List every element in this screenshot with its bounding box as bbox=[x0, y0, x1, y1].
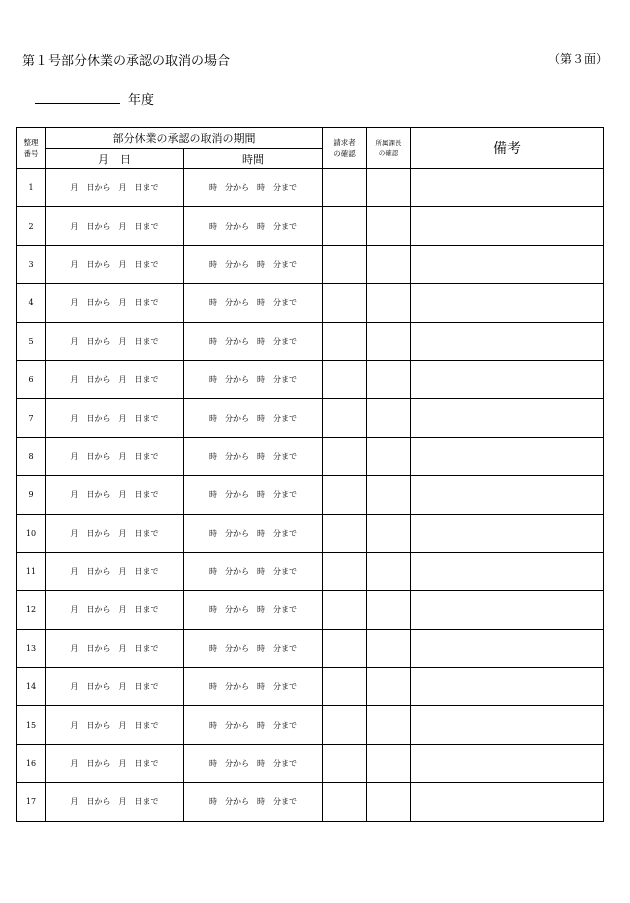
row-number: 4 bbox=[17, 284, 46, 322]
row-time-range: 時 分から 時 分まで bbox=[184, 783, 323, 821]
year-label: 年度 bbox=[128, 93, 155, 108]
row-date-range: 月 日から 月 日まで bbox=[46, 744, 184, 782]
row-remarks bbox=[411, 399, 604, 437]
row-time-range: 時 分から 時 分まで bbox=[184, 629, 323, 667]
row-manager-check bbox=[367, 668, 411, 706]
row-time-range: 時 分から 時 分まで bbox=[184, 322, 323, 360]
col-header-requester bbox=[323, 128, 367, 169]
row-number: 2 bbox=[17, 207, 46, 245]
row-number: 13 bbox=[17, 629, 46, 667]
row-remarks bbox=[411, 514, 604, 552]
row-remarks bbox=[411, 322, 604, 360]
row-time-range: 時 分から 時 分まで bbox=[184, 399, 323, 437]
table-row bbox=[17, 437, 604, 475]
row-number: 11 bbox=[17, 552, 46, 590]
row-number: 17 bbox=[17, 783, 46, 821]
row-manager-check bbox=[367, 284, 411, 322]
row-remarks bbox=[411, 284, 604, 322]
row-number: 16 bbox=[17, 744, 46, 782]
col-header-time: 時間 bbox=[184, 149, 323, 169]
table-row bbox=[17, 245, 604, 283]
row-date-range: 月 日から 月 日まで bbox=[46, 668, 184, 706]
row-remarks bbox=[411, 783, 604, 821]
table-row bbox=[17, 552, 604, 590]
table-row bbox=[17, 668, 604, 706]
row-remarks bbox=[411, 706, 604, 744]
row-requester-check bbox=[323, 783, 367, 821]
row-date-range: 月 日から 月 日まで bbox=[46, 591, 184, 629]
row-requester-check bbox=[323, 245, 367, 283]
col-header-period: 部分休業の承認の取消の期間 bbox=[46, 128, 323, 149]
row-date-range: 月 日から 月 日まで bbox=[46, 284, 184, 322]
row-requester-check bbox=[323, 706, 367, 744]
row-requester-check bbox=[323, 284, 367, 322]
row-number: 8 bbox=[17, 437, 46, 475]
row-requester-check bbox=[323, 668, 367, 706]
row-remarks bbox=[411, 437, 604, 475]
table-row bbox=[17, 360, 604, 398]
row-requester-check bbox=[323, 744, 367, 782]
row-remarks bbox=[411, 744, 604, 782]
col-header-remarks: 備考 bbox=[411, 128, 604, 169]
row-manager-check bbox=[367, 783, 411, 821]
year-underline bbox=[35, 103, 120, 104]
row-requester-check bbox=[323, 629, 367, 667]
row-manager-check bbox=[367, 552, 411, 590]
row-manager-check bbox=[367, 169, 411, 207]
row-time-range: 時 分から 時 分まで bbox=[184, 514, 323, 552]
row-remarks bbox=[411, 476, 604, 514]
row-date-range: 月 日から 月 日まで bbox=[46, 514, 184, 552]
table-row bbox=[17, 284, 604, 322]
row-remarks bbox=[411, 552, 604, 590]
row-requester-check bbox=[323, 169, 367, 207]
row-time-range: 時 分から 時 分まで bbox=[184, 706, 323, 744]
row-remarks bbox=[411, 629, 604, 667]
row-requester-check bbox=[323, 322, 367, 360]
row-manager-check bbox=[367, 706, 411, 744]
row-time-range: 時 分から 時 分まで bbox=[184, 284, 323, 322]
row-date-range: 月 日から 月 日まで bbox=[46, 207, 184, 245]
col-header-number-text: 整理 番号 bbox=[23, 138, 39, 158]
row-number: 15 bbox=[17, 706, 46, 744]
row-manager-check bbox=[367, 629, 411, 667]
row-remarks bbox=[411, 245, 604, 283]
row-date-range: 月 日から 月 日まで bbox=[46, 706, 184, 744]
row-remarks bbox=[411, 169, 604, 207]
page-label: （第３面） bbox=[547, 52, 608, 66]
table-row bbox=[17, 629, 604, 667]
row-time-range: 時 分から 時 分まで bbox=[184, 360, 323, 398]
row-manager-check bbox=[367, 437, 411, 475]
row-requester-check bbox=[323, 207, 367, 245]
row-time-range: 時 分から 時 分まで bbox=[184, 552, 323, 590]
row-requester-check bbox=[323, 360, 367, 398]
table-row bbox=[17, 591, 604, 629]
row-remarks bbox=[411, 207, 604, 245]
row-number: 6 bbox=[17, 360, 46, 398]
row-requester-check bbox=[323, 591, 367, 629]
row-remarks bbox=[411, 591, 604, 629]
row-manager-check bbox=[367, 207, 411, 245]
row-time-range: 時 分から 時 分まで bbox=[184, 668, 323, 706]
row-manager-check bbox=[367, 360, 411, 398]
row-requester-check bbox=[323, 514, 367, 552]
row-date-range: 月 日から 月 日まで bbox=[46, 169, 184, 207]
col-header-number bbox=[17, 128, 46, 169]
row-date-range: 月 日から 月 日まで bbox=[46, 399, 184, 437]
row-number: 5 bbox=[17, 322, 46, 360]
row-time-range: 時 分から 時 分まで bbox=[184, 245, 323, 283]
table-row bbox=[17, 476, 604, 514]
row-manager-check bbox=[367, 514, 411, 552]
row-date-range: 月 日から 月 日まで bbox=[46, 360, 184, 398]
row-time-range: 時 分から 時 分まで bbox=[184, 437, 323, 475]
row-number: 10 bbox=[17, 514, 46, 552]
row-remarks bbox=[411, 360, 604, 398]
table-row bbox=[17, 207, 604, 245]
table-row bbox=[17, 706, 604, 744]
table-row bbox=[17, 399, 604, 437]
row-number: 1 bbox=[17, 169, 46, 207]
row-requester-check bbox=[323, 399, 367, 437]
table-row bbox=[17, 783, 604, 821]
row-date-range: 月 日から 月 日まで bbox=[46, 552, 184, 590]
row-date-range: 月 日から 月 日まで bbox=[46, 245, 184, 283]
row-time-range: 時 分から 時 分まで bbox=[184, 591, 323, 629]
row-remarks bbox=[411, 668, 604, 706]
row-number: 14 bbox=[17, 668, 46, 706]
row-time-range: 時 分から 時 分まで bbox=[184, 476, 323, 514]
row-time-range: 時 分から 時 分まで bbox=[184, 169, 323, 207]
row-date-range: 月 日から 月 日まで bbox=[46, 476, 184, 514]
row-number: 7 bbox=[17, 399, 46, 437]
row-date-range: 月 日から 月 日まで bbox=[46, 629, 184, 667]
col-header-date: 月 日 bbox=[46, 149, 184, 169]
row-date-range: 月 日から 月 日まで bbox=[46, 437, 184, 475]
row-date-range: 月 日から 月 日まで bbox=[46, 322, 184, 360]
table-row bbox=[17, 169, 604, 207]
row-manager-check bbox=[367, 744, 411, 782]
row-requester-check bbox=[323, 437, 367, 475]
cancellation-table bbox=[16, 127, 604, 822]
table-row bbox=[17, 514, 604, 552]
row-number: 12 bbox=[17, 591, 46, 629]
col-header-manager-text: 所属課長 の確認 bbox=[375, 139, 402, 157]
row-manager-check bbox=[367, 399, 411, 437]
row-date-range: 月 日から 月 日まで bbox=[46, 783, 184, 821]
row-manager-check bbox=[367, 591, 411, 629]
col-header-manager bbox=[367, 128, 411, 169]
form-title: 第１号部分休業の承認の取消の場合 bbox=[22, 54, 231, 69]
col-header-requester-text: 請求者 の確認 bbox=[333, 138, 356, 158]
row-requester-check bbox=[323, 476, 367, 514]
row-time-range: 時 分から 時 分まで bbox=[184, 207, 323, 245]
row-number: 3 bbox=[17, 245, 46, 283]
table-row bbox=[17, 322, 604, 360]
row-requester-check bbox=[323, 552, 367, 590]
table-row bbox=[17, 744, 604, 782]
row-manager-check bbox=[367, 245, 411, 283]
row-manager-check bbox=[367, 476, 411, 514]
row-number: 9 bbox=[17, 476, 46, 514]
row-time-range: 時 分から 時 分まで bbox=[184, 744, 323, 782]
row-manager-check bbox=[367, 322, 411, 360]
